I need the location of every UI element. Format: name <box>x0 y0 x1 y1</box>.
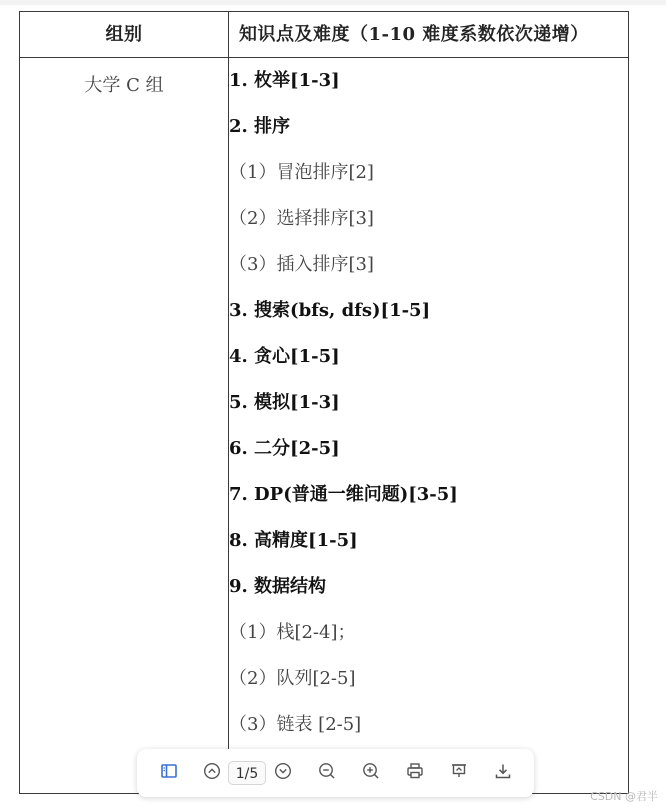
subtopic-item: （2）选择排序[3] <box>229 208 374 229</box>
topic-item: 3. 搜索(bfs, dfs)[1-5] <box>229 300 431 321</box>
page-indicator[interactable]: 1/5 <box>228 761 266 785</box>
watermark: CSDN @君半 <box>590 790 658 803</box>
topic-item: 6. 二分[2-5] <box>229 438 340 459</box>
print-button[interactable] <box>403 761 427 785</box>
zoom-out-icon <box>317 761 337 785</box>
topic-item: 8. 高精度[1-5] <box>229 530 358 551</box>
topics-cell <box>229 58 629 794</box>
table-row <box>20 58 629 794</box>
subtopic-item: （1）栈[2-4]； <box>229 622 356 643</box>
topic-item: 5. 模拟[1-3] <box>229 392 340 413</box>
subtopic-item: （3）链表 [2-5] <box>229 714 362 735</box>
next-page-icon <box>273 761 293 785</box>
topic-item: 9. 数据结构 <box>229 576 327 597</box>
download-icon <box>493 761 513 785</box>
topic-item: 7. DP(普通一维问题)[3-5] <box>229 484 458 505</box>
topic-item: 4. 贪心[1-5] <box>229 346 340 367</box>
topic-item: 2. 排序 <box>229 116 291 137</box>
subtopic-item: （1）冒泡排序[2] <box>229 162 374 183</box>
group-cell <box>20 58 229 794</box>
sidebar-toggle-icon <box>159 761 179 785</box>
pdf-toolbar <box>137 749 534 797</box>
zoom-in-button[interactable] <box>359 761 383 785</box>
download-button[interactable] <box>491 761 515 785</box>
topics-list <box>229 58 628 748</box>
presentation-button[interactable] <box>447 761 471 785</box>
presentation-icon <box>449 761 469 785</box>
top-edge-strip <box>0 0 666 5</box>
subtopic-item: （2）队列[2-5] <box>229 668 356 689</box>
subtopic-item: （3）插入排序[3] <box>229 254 374 275</box>
previous-page-icon <box>202 761 222 785</box>
zoom-in-icon <box>361 761 381 785</box>
header-topics: 知识点及难度（1-10 难度系数依次递增） <box>229 12 629 58</box>
sidebar-toggle-button[interactable] <box>157 761 181 785</box>
print-icon <box>405 761 425 785</box>
topic-item: 1. 枚举[1-3] <box>229 70 340 91</box>
zoom-out-button[interactable] <box>315 761 339 785</box>
table-header-row <box>20 12 629 58</box>
previous-page-button[interactable] <box>200 761 224 785</box>
knowledge-table <box>19 11 629 794</box>
group-name: 大学 C 组 <box>84 75 164 96</box>
next-page-button[interactable] <box>271 761 295 785</box>
header-group: 组别 <box>20 12 229 58</box>
